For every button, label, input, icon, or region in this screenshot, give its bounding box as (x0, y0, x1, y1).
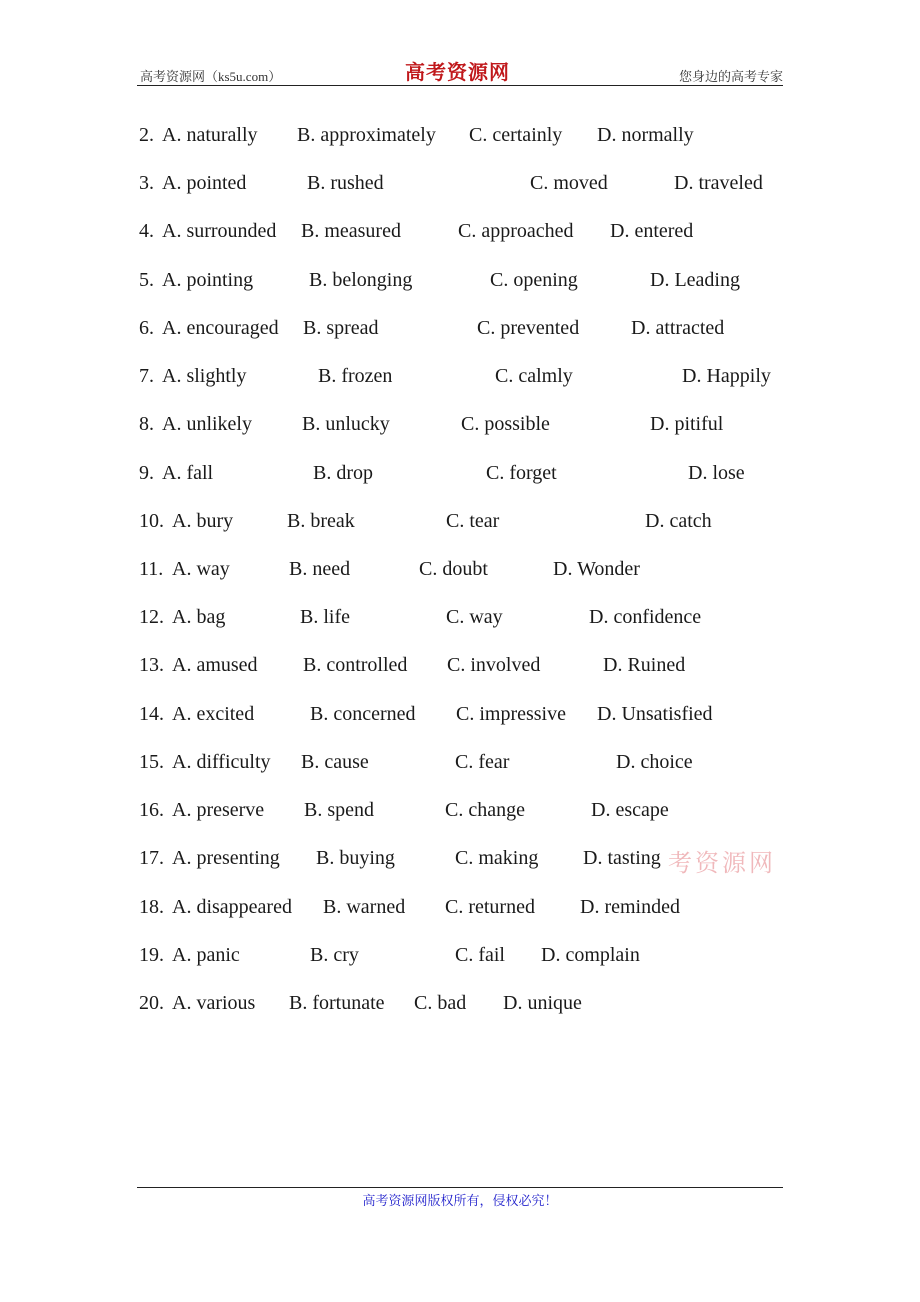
watermark: 考资源网 (668, 851, 776, 877)
option-b: B. belonging (309, 268, 413, 291)
question-number: 20. (139, 991, 164, 1014)
option-c: C. fail (455, 943, 505, 966)
option-a: A. bag (172, 606, 226, 629)
option-b: B. warned (323, 895, 406, 918)
question-row (0, 220, 920, 250)
option-a: A. presenting (172, 847, 280, 870)
option-a: A. fall (162, 461, 214, 484)
option-a: A. excited (172, 702, 255, 725)
question-row (0, 462, 920, 492)
option-b: B. need (289, 557, 351, 580)
question-row (0, 510, 920, 540)
option-d: D. Unsatisfied (597, 702, 713, 725)
option-a: A. bury (172, 509, 234, 532)
question-number: 17. (139, 847, 164, 870)
option-c: C. possible (461, 413, 550, 436)
option-d: D. catch (645, 509, 712, 532)
question-row (0, 172, 920, 202)
option-c: C. involved (447, 654, 541, 677)
option-c: C. certainly (469, 124, 563, 146)
option-a: A. way (172, 557, 230, 580)
option-b: B. spread (303, 316, 379, 339)
question-row (0, 847, 920, 877)
option-b: B. fortunate (289, 991, 385, 1014)
option-d: D. confidence (589, 606, 702, 629)
option-c: C. forget (486, 461, 557, 484)
option-b: B. break (287, 509, 355, 532)
question-number: 6. (139, 316, 154, 339)
option-c: C. change (445, 799, 525, 822)
option-a: A. unlikely (162, 413, 252, 436)
option-d: D. Happily (682, 365, 771, 388)
option-a: A. pointing (162, 268, 254, 291)
option-d: D. entered (610, 220, 694, 243)
question-number: 5. (139, 268, 154, 291)
option-c: C. way (446, 606, 503, 629)
option-d: D. Wonder (553, 557, 640, 580)
option-d: D. attracted (631, 316, 725, 339)
question-number: 16. (139, 799, 164, 822)
footer-copyright: 高考资源网版权所有，侵权必究！ (362, 1193, 558, 1208)
option-d: D. pitiful (650, 413, 724, 436)
question-row (0, 799, 920, 829)
option-c: C. impressive (456, 702, 566, 725)
option-a: A. panic (172, 943, 240, 966)
option-d: D. choice (616, 750, 693, 773)
question-row (0, 944, 920, 974)
question-number: 4. (139, 220, 154, 243)
question-row (0, 896, 920, 926)
option-c: C. moved (530, 172, 608, 195)
option-d: D. tasting (583, 847, 661, 870)
question-number: 7. (139, 365, 154, 388)
question-row (0, 124, 920, 154)
option-d: D. escape (591, 799, 669, 822)
question-number: 12. (139, 606, 164, 629)
option-d: D. Leading (650, 268, 740, 291)
option-b: B. concerned (310, 702, 416, 725)
option-d: D. reminded (580, 895, 680, 918)
question-number: 3. (139, 172, 154, 195)
question-row (0, 269, 920, 299)
question-row (0, 606, 920, 636)
option-c: C. calmly (495, 365, 573, 388)
question-number: 18. (139, 895, 164, 918)
header-logo: 高考资源网 (405, 62, 510, 84)
option-b: B. cause (301, 750, 369, 773)
option-d: D. traveled (674, 172, 763, 195)
option-a: A. slightly (162, 365, 247, 388)
option-a: A. naturally (162, 124, 258, 146)
option-c: C. prevented (477, 316, 580, 339)
option-c: C. making (455, 847, 539, 870)
option-d: D. unique (503, 991, 582, 1014)
header-slogan: 您身边的高考专家 (678, 69, 783, 84)
option-b: B. frozen (318, 365, 393, 388)
option-a: A. preserve (172, 799, 265, 822)
option-b: B. cry (310, 943, 359, 966)
option-b: B. buying (316, 847, 395, 870)
question-row (0, 703, 920, 733)
question-number: 13. (139, 654, 164, 677)
option-b: B. measured (301, 220, 401, 243)
option-b: B. unlucky (302, 413, 390, 436)
header-site-name: 高考资源网（ks5u.com） (140, 69, 282, 84)
option-a: A. amused (172, 654, 258, 677)
option-c: C. doubt (419, 557, 488, 580)
question-number: 9. (139, 461, 154, 484)
question-row (0, 365, 920, 395)
option-b: B. approximately (297, 124, 436, 146)
question-row (0, 992, 920, 1022)
question-number: 2. (139, 124, 154, 146)
option-d: D. Ruined (603, 654, 686, 677)
option-b: B. drop (313, 461, 373, 484)
question-number: 19. (139, 943, 164, 966)
question-number: 8. (139, 413, 154, 436)
option-b: B. controlled (303, 654, 408, 677)
question-row (0, 558, 920, 588)
option-a: A. difficulty (172, 750, 271, 773)
option-b: B. life (300, 606, 350, 629)
option-a: A. surrounded (162, 220, 277, 243)
option-a: A. disappeared (172, 895, 292, 918)
question-number: 15. (139, 750, 164, 773)
option-c: C. tear (446, 509, 500, 532)
question-row (0, 751, 920, 781)
option-a: A. pointed (162, 172, 247, 195)
option-b: B. rushed (307, 172, 384, 195)
footer-divider (137, 1187, 783, 1188)
question-number: 10. (139, 509, 164, 532)
question-row (0, 317, 920, 347)
option-c: C. bad (414, 991, 467, 1014)
question-number: 14. (139, 702, 164, 725)
option-c: C. fear (455, 750, 510, 773)
option-d: D. lose (688, 461, 745, 484)
question-row (0, 413, 920, 443)
option-b: B. spend (304, 799, 374, 822)
option-c: C. opening (490, 268, 578, 291)
option-a: A. encouraged (162, 316, 279, 339)
option-d: D. complain (541, 943, 640, 966)
option-c: C. returned (445, 895, 535, 918)
option-d: D. normally (597, 124, 694, 146)
option-a: A. various (172, 991, 256, 1014)
option-c: C. approached (458, 220, 574, 243)
question-row (0, 654, 920, 684)
question-number: 11. (139, 557, 164, 580)
